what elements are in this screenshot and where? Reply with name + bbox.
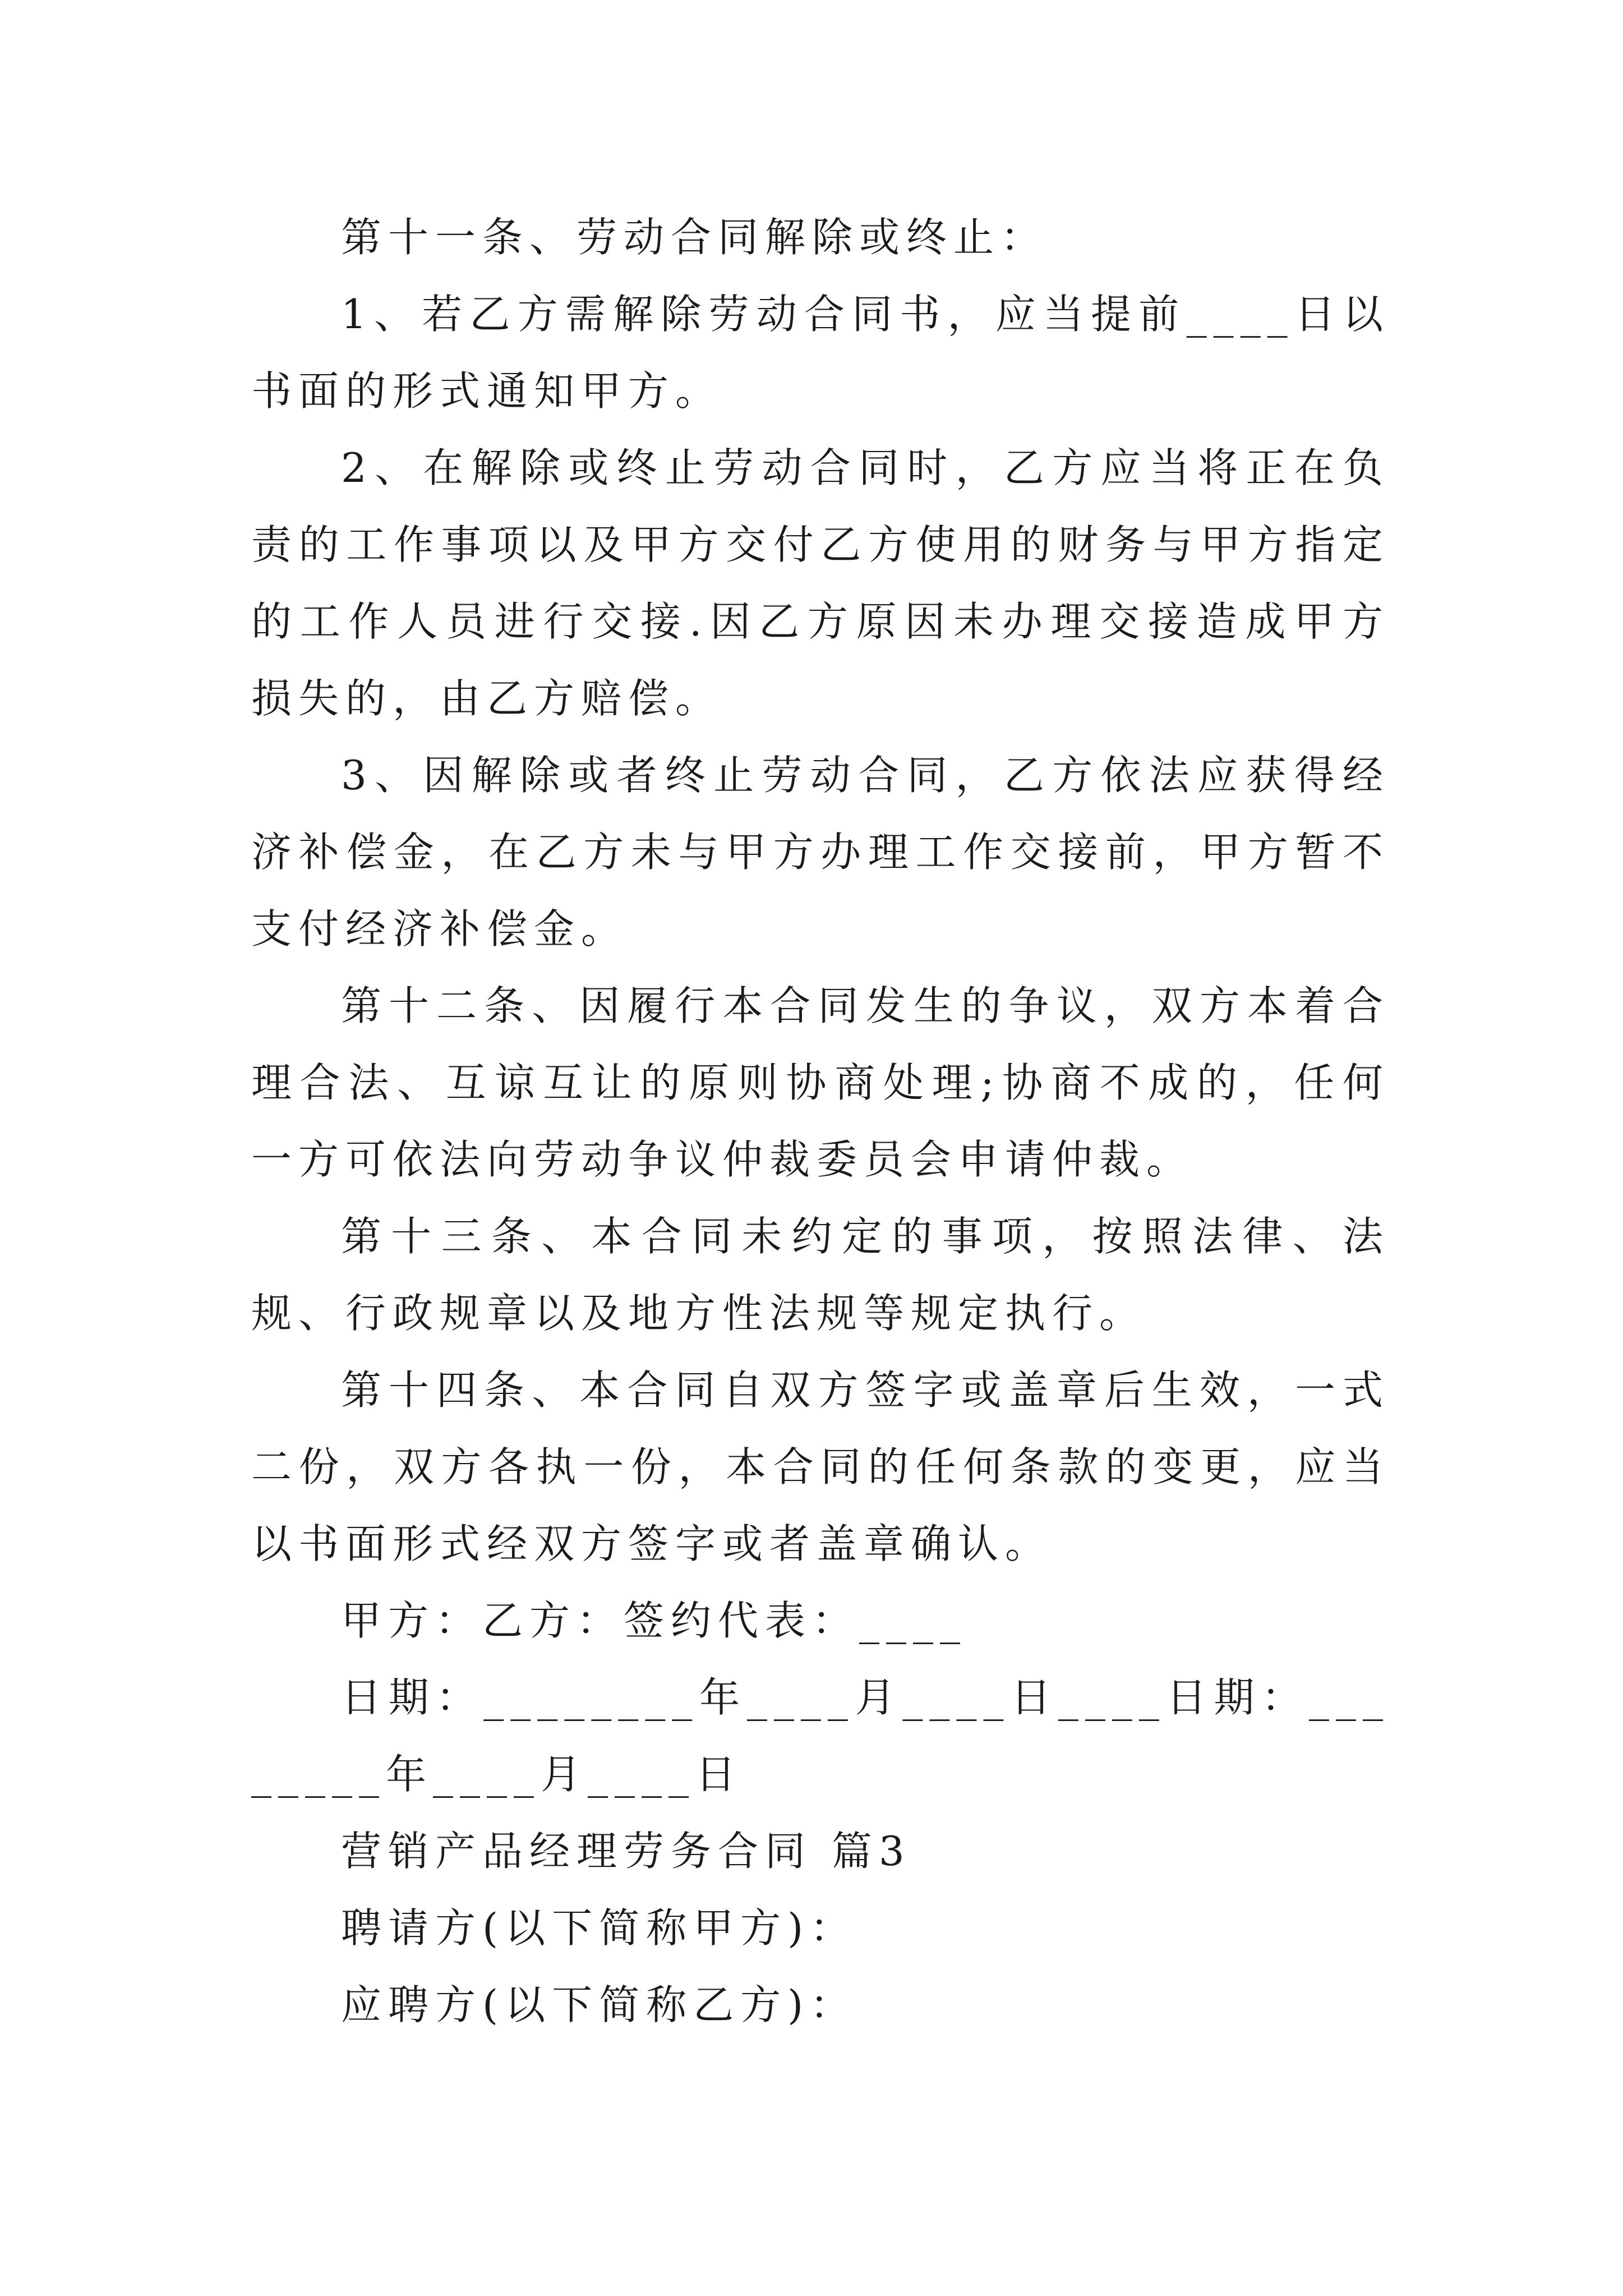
clause-12: 第十二条、因履行本合同发生的争议，双方本着合理合法、互谅互让的原则协商处理;协商不成的，任何一方可依法向劳动争议仲裁委员会申请仲裁。 [251, 982, 1390, 1183]
section-title: 营销产品经理劳务合同 篇3 [341, 1828, 911, 1875]
clause-14: 第十四条、本合同自双方签字或盖章后生效，一式二份，双方各执一份，本合同的任何条款的变更，应当以书面形式经双方签字或者盖章确认。 [251, 1366, 1390, 1567]
document-body [251, 199, 1390, 2044]
signature-parties-line: 甲方：乙方：签约代表：____ [341, 1597, 967, 1644]
clause-11-heading: 第十一条、劳动合同解除或终止： [341, 214, 1048, 261]
party-b-line: 应聘方(以下简称乙方)： [341, 1981, 857, 2028]
clause-13: 第十三条、本合同未约定的事项，按照法律、法规、行政规章以及地方性法规等规定执行。 [251, 1213, 1390, 1337]
clause-11-item-3: 3、因解除或者终止劳动合同，乙方依法应获得经济补偿金，在乙方未与甲方办理工作交接前，甲方暂不支付经济补偿金。 [251, 752, 1390, 953]
clause-11-item-1: 1、若乙方需解除劳动合同书，应当提前____日以书面的形式通知甲方。 [251, 291, 1390, 415]
signature-date-line: 日期：________年____月____日____日期：________年____月____日 [251, 1674, 1390, 1798]
party-a-line: 聘请方(以下简称甲方)： [341, 1904, 857, 1952]
clause-11-item-2: 2、在解除或终止劳动合同时，乙方应当将正在负责的工作事项以及甲方交付乙方使用的财务与甲方指定的工作人员进行交接.因乙方原因未办理交接造成甲方损失的，由乙方赔偿。 [251, 444, 1390, 722]
